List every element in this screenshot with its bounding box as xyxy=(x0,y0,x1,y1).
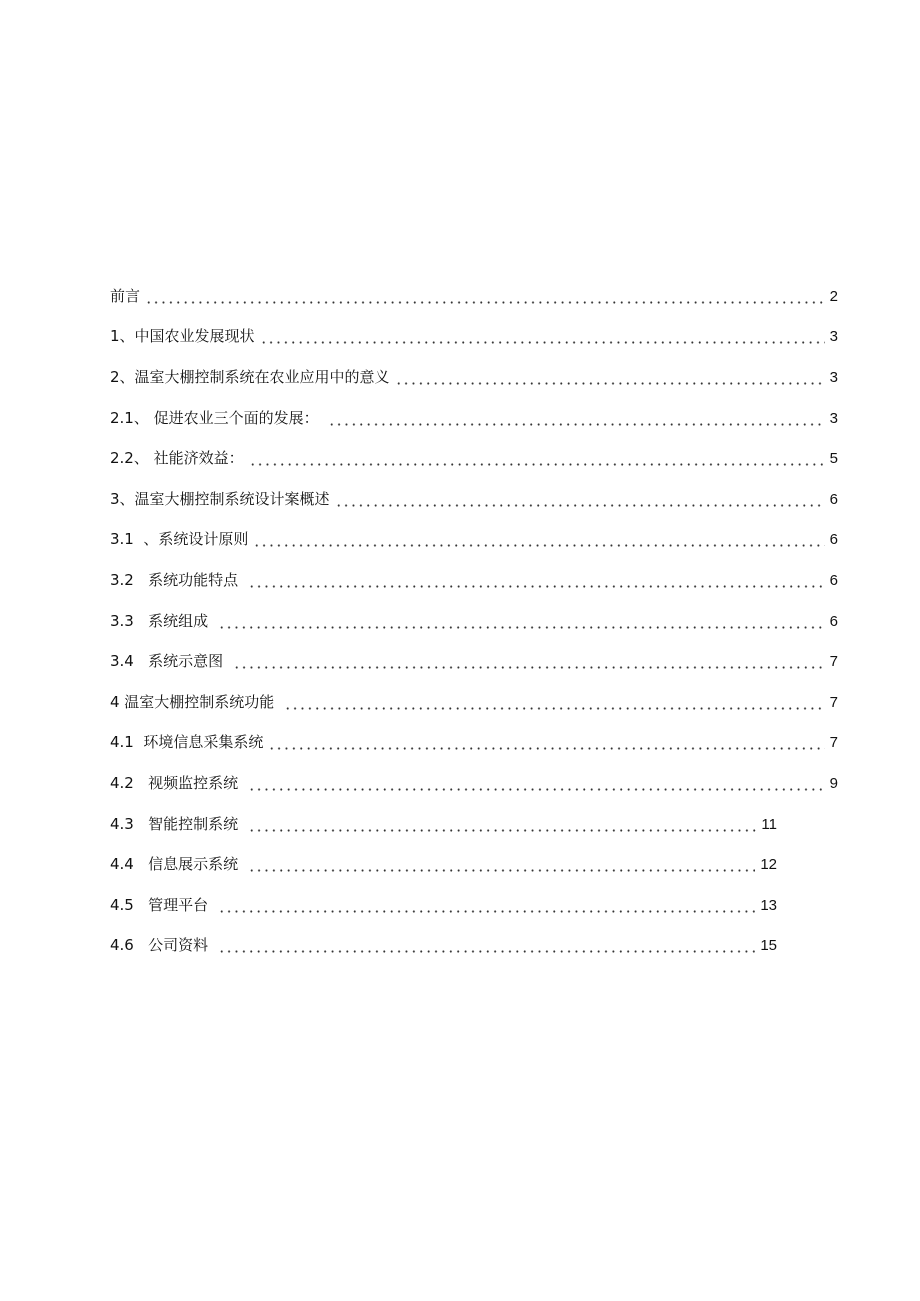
dot-leader xyxy=(284,707,825,710)
toc-entry-4-6[interactable] xyxy=(110,926,777,967)
toc-entry-label: 4.3 智能控制系统 xyxy=(110,814,243,833)
toc-entry-1[interactable] xyxy=(110,317,838,358)
toc-entry-label: 3.1 、系统设计原则 xyxy=(110,530,249,549)
dot-leader xyxy=(248,788,825,791)
dot-leader xyxy=(248,585,825,588)
toc-entry-label: 4.6 公司资料 xyxy=(110,936,213,955)
toc-entry-label: 2.2、 社能济效益： xyxy=(110,449,244,468)
toc-entry-page: 2 xyxy=(829,287,838,305)
dot-leader xyxy=(253,544,824,547)
table-of-contents xyxy=(110,276,838,966)
toc-entry-label: 4.2 视频监控系统 xyxy=(110,773,243,792)
dot-leader xyxy=(328,423,824,426)
toc-entry-3-4[interactable] xyxy=(110,641,838,682)
toc-entry-3-3[interactable] xyxy=(110,601,838,642)
toc-entry-label: 2.1、 促进农业三个面的发展： xyxy=(110,408,324,427)
toc-entry-4-1[interactable] xyxy=(110,723,838,764)
toc-entry-page: 7 xyxy=(829,734,838,752)
toc-entry-4-2[interactable] xyxy=(110,763,838,804)
toc-entry-page: 6 xyxy=(829,531,838,549)
dot-leader xyxy=(218,950,755,953)
toc-entry-label: 3.3 系统组成 xyxy=(110,611,213,630)
toc-entry-2-1[interactable] xyxy=(110,398,838,439)
toc-entry-3-2[interactable] xyxy=(110,560,838,601)
toc-entry-page: 3 xyxy=(829,409,838,427)
toc-entry-page: 9 xyxy=(829,774,838,792)
toc-entry-label: 4.1 环境信息采集系统 xyxy=(110,733,264,752)
toc-entry-label: 前言 xyxy=(110,286,141,305)
toc-entry-page: 7 xyxy=(829,693,838,711)
toc-entry-4-4[interactable] xyxy=(110,844,777,885)
toc-entry-page: 6 xyxy=(829,612,838,630)
toc-entry-4[interactable] xyxy=(110,682,838,723)
toc-entry-3[interactable] xyxy=(110,479,838,520)
dot-leader xyxy=(268,747,824,750)
dot-leader xyxy=(395,382,825,385)
toc-entry-page: 3 xyxy=(829,328,838,346)
toc-entry-page: 3 xyxy=(829,368,838,386)
dot-leader xyxy=(233,666,825,669)
toc-entry-4-5[interactable] xyxy=(110,885,777,926)
dot-leader xyxy=(249,463,825,466)
toc-entry-page: 12 xyxy=(760,856,777,874)
toc-entry-page: 6 xyxy=(829,571,838,589)
dot-leader xyxy=(248,869,755,872)
toc-entry-label: 4.5 管理平台 xyxy=(110,895,213,914)
toc-entry-label: 2、温室大棚控制系统在农业应用中的意义 xyxy=(110,367,390,386)
toc-entry-page: 13 xyxy=(760,896,777,914)
dot-leader xyxy=(248,829,756,832)
toc-entry-4-3[interactable] xyxy=(110,804,777,845)
toc-entry-2-2[interactable] xyxy=(110,438,838,479)
toc-entry-page: 7 xyxy=(829,653,838,671)
toc-entry-page: 11 xyxy=(761,815,777,833)
dot-leader xyxy=(335,504,825,507)
toc-entry-page: 15 xyxy=(760,937,777,955)
toc-entry-page: 6 xyxy=(829,490,838,508)
dot-leader xyxy=(145,301,825,304)
toc-entry-label: 3、温室大棚控制系统设计案概述 xyxy=(110,489,330,508)
toc-entry-label: 3.4 系统示意图 xyxy=(110,652,228,671)
toc-entry-label: 4.4 信息展示系统 xyxy=(110,855,243,874)
toc-entry-label: 1、中国农业发展现状 xyxy=(110,327,255,346)
toc-entry-3-1[interactable] xyxy=(110,520,838,561)
dot-leader xyxy=(260,341,825,344)
toc-entry-2[interactable] xyxy=(110,357,838,398)
dot-leader xyxy=(218,910,755,913)
toc-entry-label: 3.2 系统功能特点 xyxy=(110,570,243,589)
dot-leader xyxy=(218,626,825,629)
toc-entry-page: 5 xyxy=(829,450,838,468)
toc-entry-preface[interactable] xyxy=(110,276,838,317)
toc-entry-label: 4 温室大棚控制系统功能 xyxy=(110,692,280,711)
